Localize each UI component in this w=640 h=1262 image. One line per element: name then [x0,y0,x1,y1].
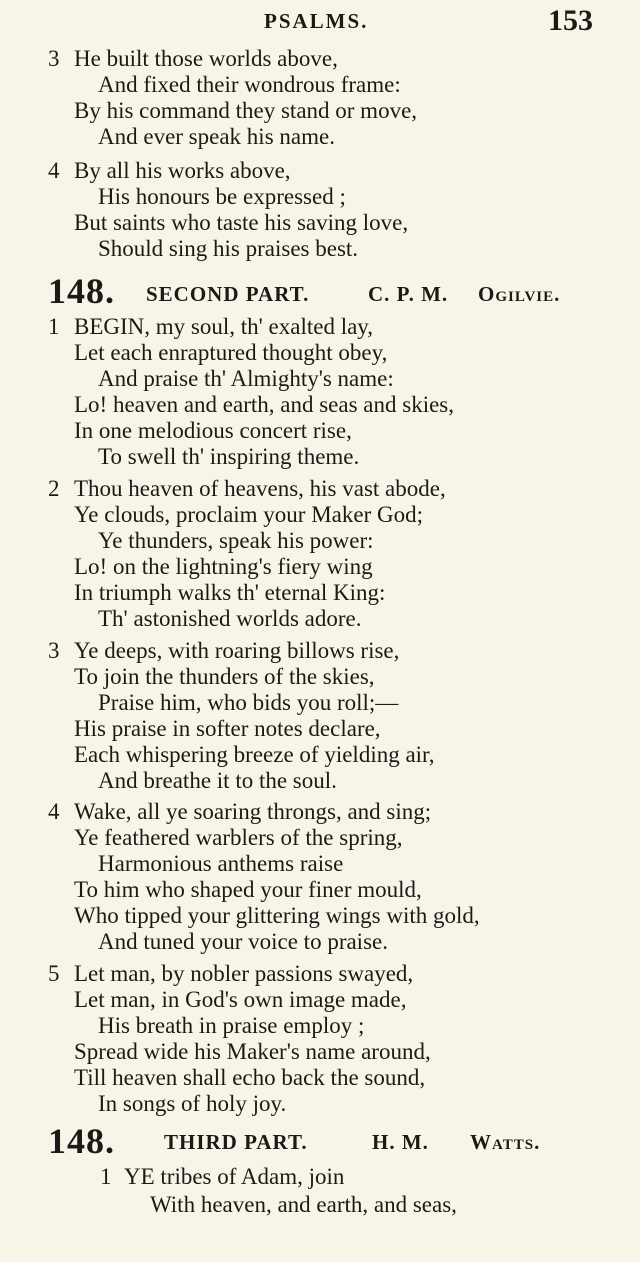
verse-line: Let each enraptured thought obey, [74,340,388,365]
verse-line: Each whispering breeze of yielding air, [74,742,435,767]
running-title: PSALMS. [264,9,369,33]
verse-line: Let man, in God's own image made, [74,987,407,1012]
verse-line: By all his works above, [74,158,291,183]
verse-line: And praise th' Almighty's name: [98,366,394,391]
verse-line: Spread wide his Maker's name around, [74,1039,431,1064]
verse-line: Let man, by nobler passions swayed, [74,961,414,986]
hymn-heading-second-part [0,270,640,310]
verse-line: With heaven, and earth, and seas, [150,1192,457,1217]
verse-line: Who tipped your glittering wings with gold, [74,903,480,928]
verse-line: Ye thunders, speak his power: [98,528,374,553]
verse-line: Ye feathered warblers of the spring, [74,825,403,850]
verse-line: Praise him, who bids you roll;— [98,690,399,715]
verse-line: His honours be expressed ; [98,184,346,209]
verse-line: By his command they stand or move, [74,98,418,123]
hymn-number: 148. [48,1121,115,1161]
hymn-part: THIRD PART. [164,1130,308,1154]
verse-line: To him who shaped your finer mould, [74,877,422,902]
verse-line: Till heaven shall echo back the sound, [74,1065,426,1090]
verse-line: YE tribes of Adam, join [124,1164,345,1189]
verse-line: Ye clouds, proclaim your Maker God; [74,502,423,527]
hymn-meter: C. P. M. [368,282,449,306]
hymn-author: Watts. [470,1130,541,1154]
hymn-heading-third-part [0,1120,640,1160]
verse-line: To swell th' inspiring theme. [98,444,360,469]
verse-line: To join the thunders of the skies, [74,664,375,689]
stanza-number: 4 [48,799,60,824]
stanza-number: 4 [48,158,60,183]
verse-line: His praise in softer notes declare, [74,716,381,741]
verse-line: And fixed their wondrous frame: [98,72,401,97]
verse-line: In one melodious concert rise, [74,418,352,443]
verse-line: And tuned your voice to praise. [98,929,388,954]
verse-line: Wake, all ye soaring throngs, and sing; [74,799,432,824]
verse-line: Should sing his praises best. [98,236,359,261]
verse-line: Harmonious anthems raise [98,851,344,876]
verse-line: And ever speak his name. [98,124,335,149]
verse-line: Ye deeps, with roaring billows rise, [74,638,400,663]
verse-line: His breath in praise employ ; [98,1013,365,1038]
stanza-number: 3 [48,46,60,71]
verse-line: In triumph walks th' eternal King: [74,580,386,605]
stanza-number: 1 [48,314,60,339]
page-header [0,4,640,40]
verse-line: But saints who taste his saving love, [74,210,409,235]
verse-line: Lo! on the lightning's fiery wing [74,554,373,579]
verse-line: He built those worlds above, [74,46,338,71]
verse-line: Thou heaven of heavens, his vast abode, [74,476,446,501]
page-number: 153 [548,4,593,37]
hymn-meter: H. M. [372,1130,429,1154]
stanza-number: 3 [48,638,60,663]
verse-line: BEGIN, my soul, th' exalted lay, [74,314,374,339]
verse-line: And breathe it to the soul. [98,768,337,793]
stanza-number: 5 [48,961,60,986]
verse-line: Lo! heaven and earth, and seas and skies, [74,392,454,417]
verse-line: In songs of holy joy. [98,1091,287,1116]
stanza-number: 1 [100,1164,112,1189]
hymn-number: 148. [48,271,115,311]
hymn-part: SECOND PART. [146,282,310,306]
verse-line: Th' astonished worlds adore. [98,606,362,631]
stanza-number: 2 [48,476,60,501]
hymn-author: Ogilvie. [478,282,561,306]
